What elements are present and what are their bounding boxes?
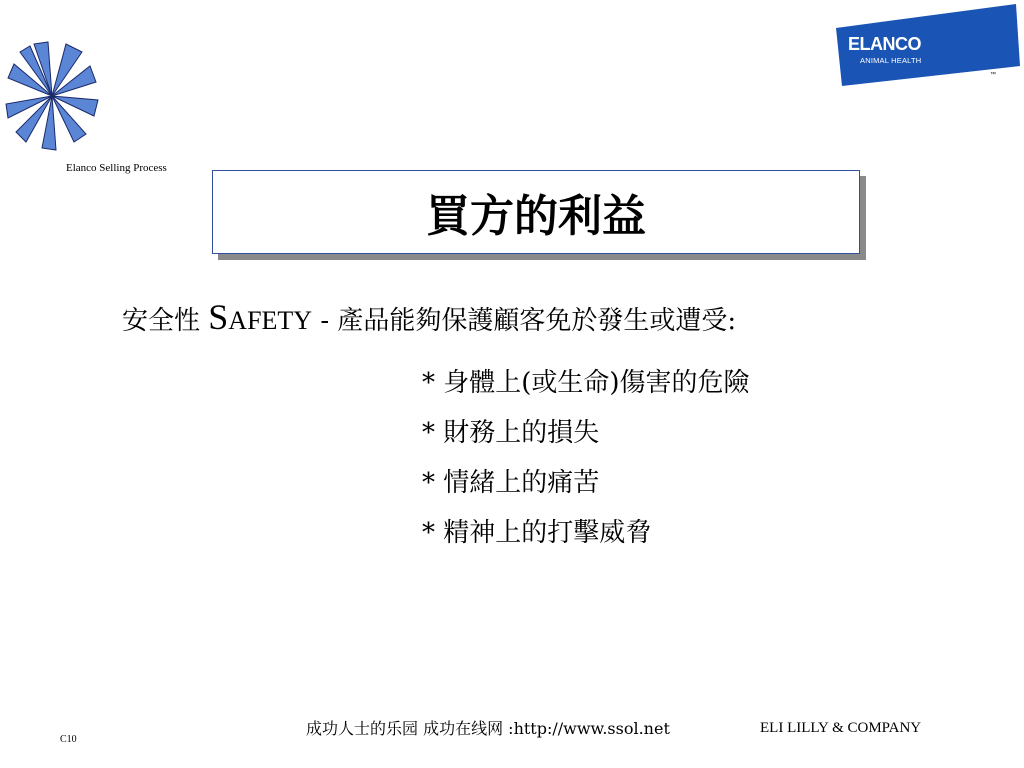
pinwheel-logo-icon — [4, 38, 100, 154]
bullet-item: * 身體上(或生命)傷害的危險 — [422, 368, 750, 398]
elanco-logo — [836, 4, 1020, 88]
safety-definition — [122, 296, 736, 338]
trademark-symbol: ™ — [990, 72, 996, 78]
bullet-item: * 情緒上的痛苦 — [422, 468, 600, 498]
safety-prefix: 安全性 — [122, 306, 209, 336]
safety-suffix: - 產品能夠保護顧客免於發生或遭受: — [312, 306, 737, 336]
safety-word-rest: AFETY — [228, 306, 313, 335]
page-title: 買方的利益 — [426, 191, 646, 242]
elanco-logo-text: ELANCO — [848, 34, 921, 54]
page-code: C10 — [60, 734, 77, 745]
title-box — [212, 170, 860, 254]
process-subtitle: Elanco Selling Process — [66, 162, 167, 174]
safety-initial: S — [208, 297, 229, 337]
bullet-item: * 財務上的損失 — [422, 418, 600, 448]
elanco-logo-subtext: ANIMAL HEALTH — [860, 56, 922, 65]
footer-website: 成功人士的乐园 成功在线网 :http://www.ssol.net — [306, 719, 670, 738]
bullet-item: * 精神上的打擊威脅 — [422, 518, 652, 548]
footer-company: ELI LILLY & COMPANY — [760, 720, 922, 736]
